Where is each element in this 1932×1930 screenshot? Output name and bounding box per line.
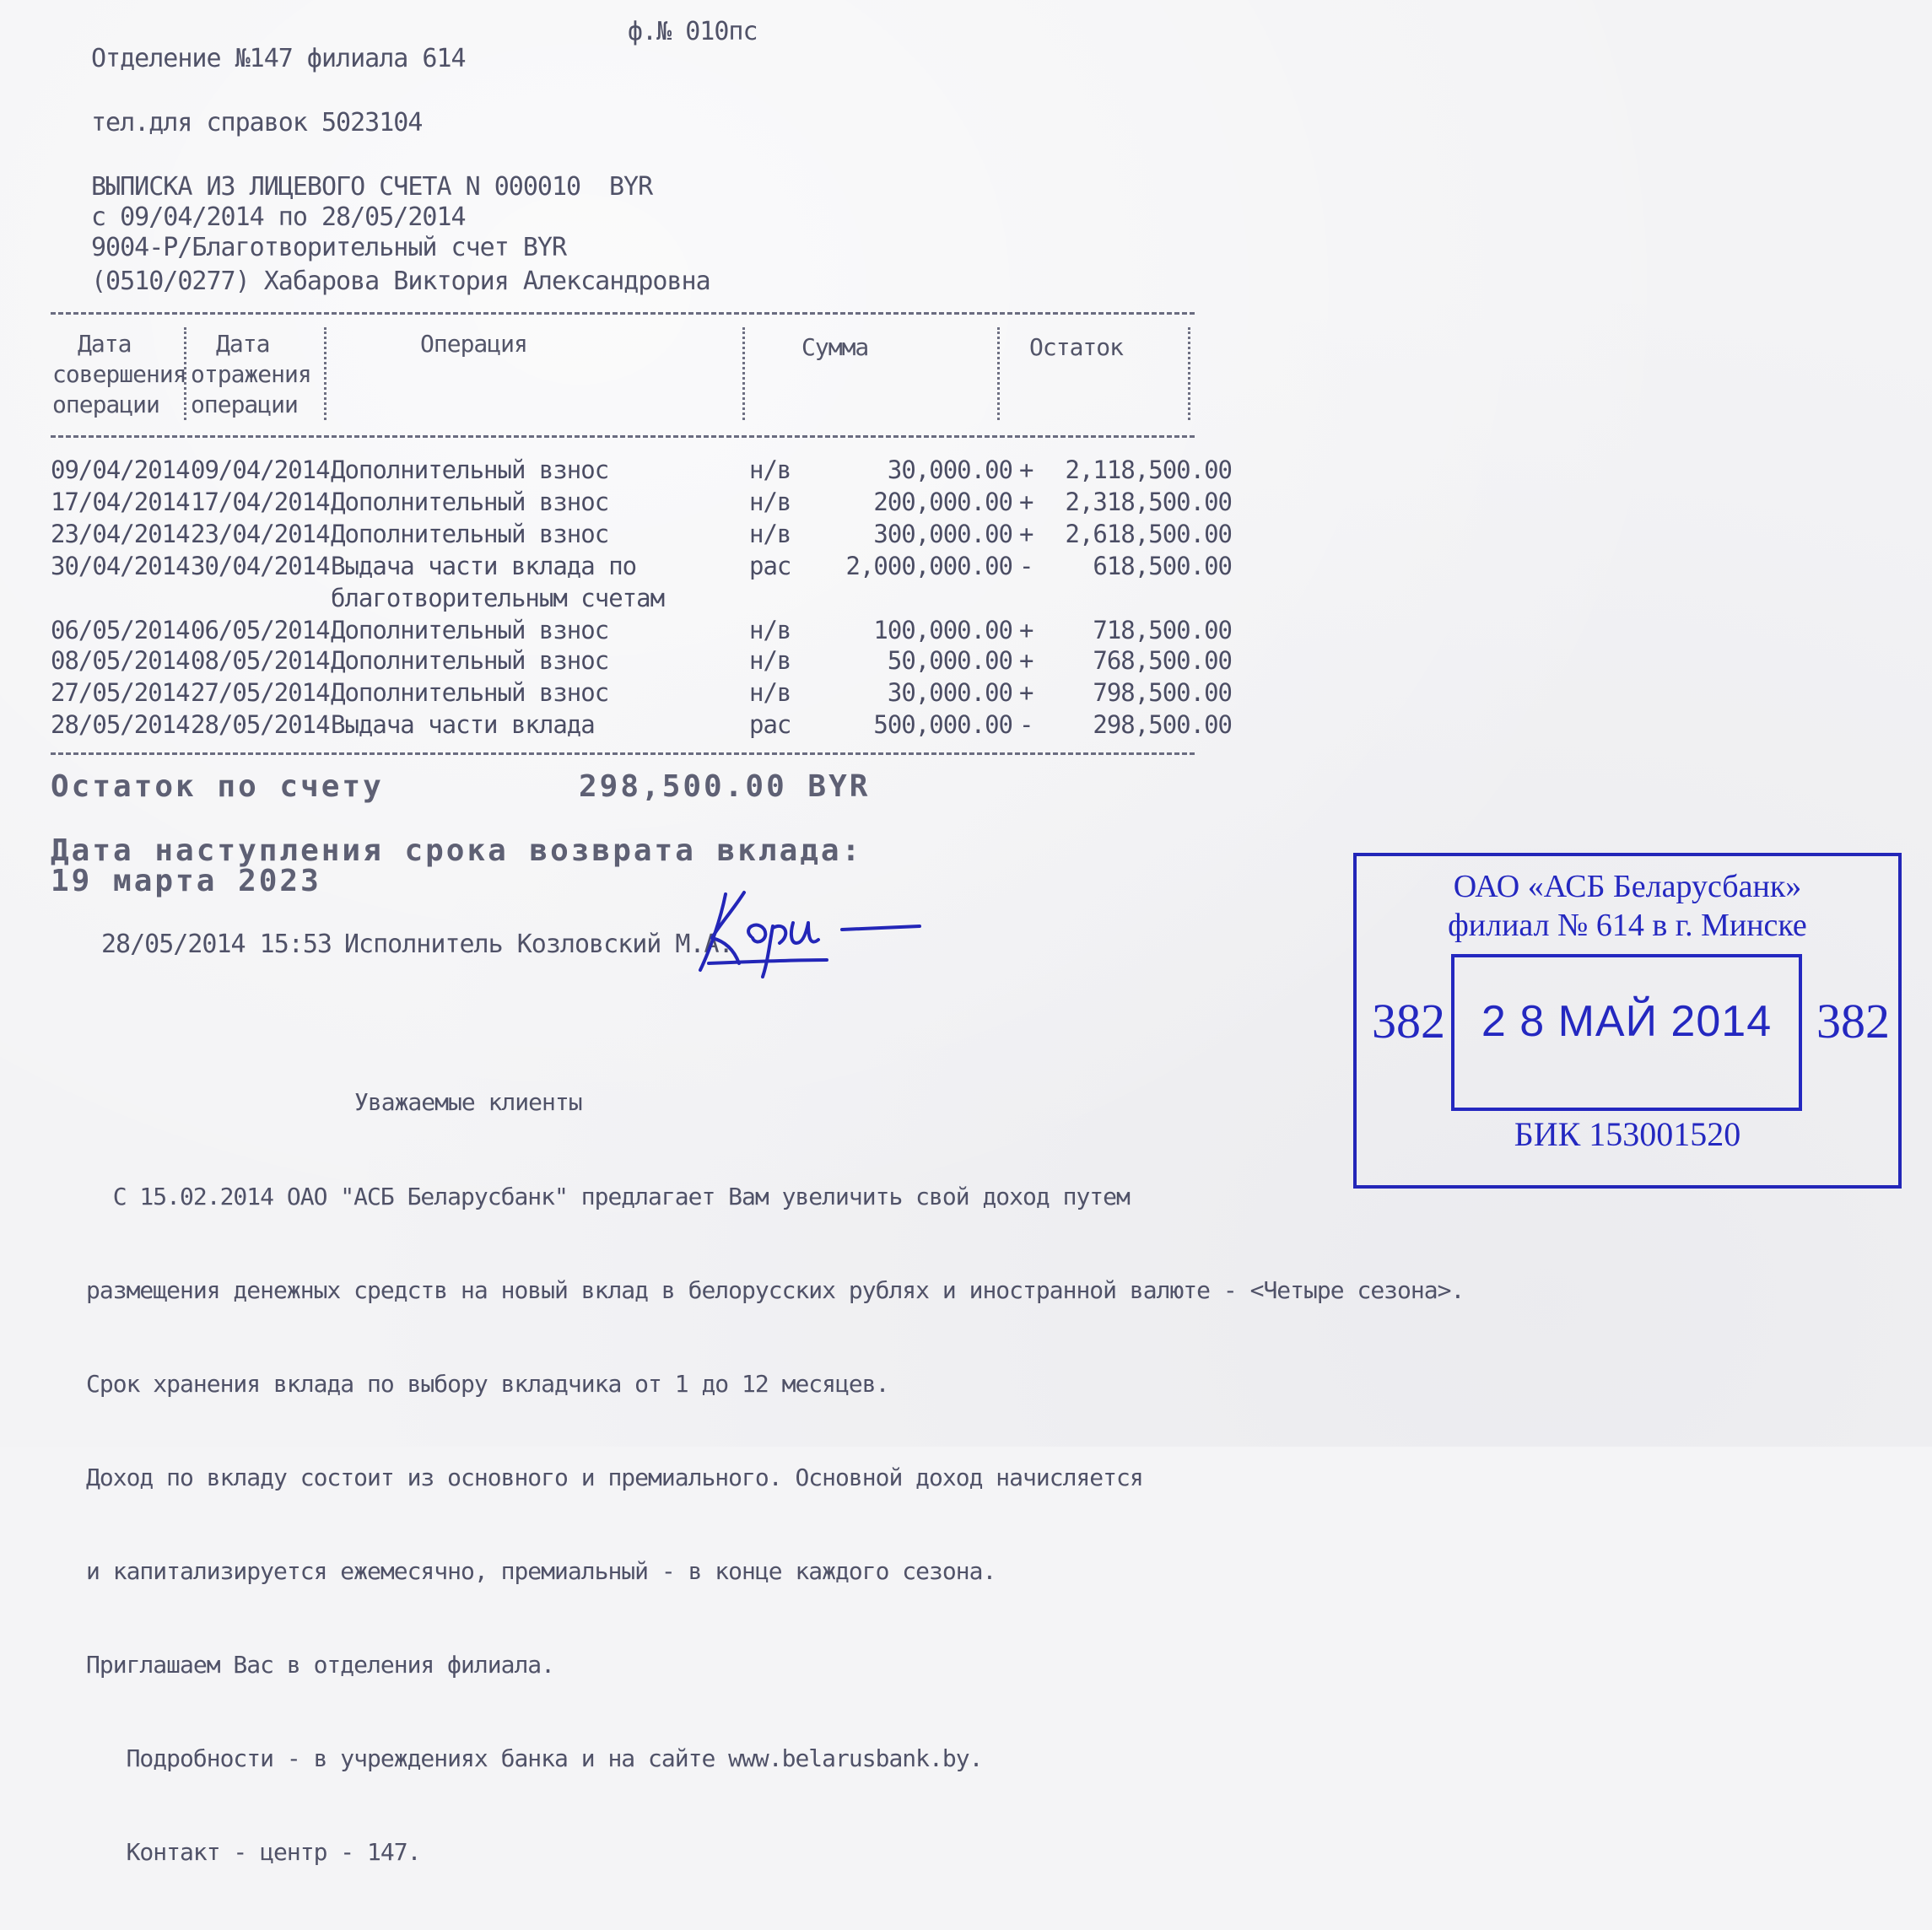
stamp-branch: филиал № 614 в г. Минске	[1448, 908, 1807, 943]
cell-kind: рас	[749, 710, 791, 739]
balance-label: Остаток по счету	[51, 769, 384, 804]
statement-currency: BYR	[609, 172, 653, 202]
cell-d2: 28/05/2014	[191, 710, 330, 739]
cell-op: Дополнительный взнос	[331, 616, 609, 644]
table-top-rule	[51, 312, 1195, 315]
print-timestamp: 28/05/2014 15:53	[101, 930, 332, 959]
cell-sign: +	[1019, 616, 1033, 644]
cell-d2: 08/05/2014	[191, 646, 330, 675]
cell-d2: 09/04/2014	[191, 456, 330, 484]
cell-kind: н/в	[749, 456, 791, 484]
stamp-date-box	[1451, 954, 1802, 1111]
cell-d2: 30/04/2014	[191, 552, 330, 580]
cell-sum: 100,000.00	[873, 616, 1012, 644]
notice-line: Контакт - центр - 147.	[86, 1838, 421, 1866]
cell-bal: 2,118,500.00	[1065, 456, 1232, 484]
notice-body	[86, 1119, 1464, 1930]
statement-title: ВЫПИСКА ИЗ ЛИЦЕВОГО СЧЕТА N 000010	[91, 172, 581, 202]
header-date-post-3: операции	[191, 391, 298, 418]
cell-sum: 30,000.00	[887, 456, 1012, 484]
cell-op: Дополнительный взнос	[331, 646, 609, 675]
header-operation: Операция	[420, 330, 527, 358]
cell-sign: -	[1019, 710, 1033, 739]
cell-bal: 798,500.00	[1093, 678, 1232, 707]
table-bottom-rule	[51, 752, 1195, 755]
executor-name: Исполнитель Козловский М.А.	[344, 930, 733, 959]
phone-line: тел.для справок 5023104	[91, 108, 423, 137]
statement-period: с 09/04/2014 по 28/05/2014	[91, 202, 466, 232]
cell-d1: 09/04/2014	[51, 456, 190, 484]
cell-d1: 06/05/2014	[51, 616, 190, 644]
stamp-date: 2 8 МАЙ 2014	[1481, 997, 1773, 1046]
header-date-op-2: совершения	[52, 360, 186, 388]
cell-d1: 28/05/2014	[51, 710, 190, 739]
cell-d1: 27/05/2014	[51, 678, 190, 707]
notice-line: С 15.02.2014 ОАО "АСБ Беларусбанк" предлагает Вам увеличить свой доход путем	[86, 1183, 1130, 1210]
col-sep-4	[997, 327, 1000, 420]
cell-op: Выдача части вклада	[331, 710, 595, 739]
header-date-post-1: Дата	[216, 330, 270, 358]
cell-d2: 06/05/2014	[191, 616, 330, 644]
cell-d2: 27/05/2014	[191, 678, 330, 707]
header-date-op-3: операции	[52, 391, 159, 418]
cell-d2: 17/04/2014	[191, 488, 330, 516]
cell-d1: 08/05/2014	[51, 646, 190, 675]
form-code: ф.№ 010пс	[628, 17, 758, 46]
notice-line: Срок хранения вклада по выбору вкладчика от 1 до 12 месяцев.	[86, 1370, 889, 1398]
account-type: 9004-Р/Благотворительный счет BYR	[91, 233, 567, 262]
cell-kind: н/в	[749, 616, 791, 644]
return-date-label: Дата наступления срока возврата вклада:	[51, 833, 863, 868]
cell-d1: 23/04/2014	[51, 520, 190, 548]
cell-bal: 2,618,500.00	[1065, 520, 1232, 548]
signature-mark	[692, 869, 928, 978]
cell-op: Выдача части вклада по	[331, 552, 637, 580]
col-sep-3	[742, 327, 745, 420]
cell-bal: 718,500.00	[1093, 616, 1232, 644]
notice-line: Доход по вкладу состоит из основного и премиального. Основной доход начисляется	[86, 1464, 1143, 1491]
cell-bal: 768,500.00	[1093, 646, 1232, 675]
cell-sign: +	[1019, 646, 1033, 675]
cell-kind: н/в	[749, 488, 791, 516]
cell-kind: н/в	[749, 520, 791, 548]
cell-sum: 2,000,000.00	[845, 552, 1012, 580]
cell-op: Дополнительный взнос	[331, 488, 609, 516]
cell-sign: +	[1019, 678, 1033, 707]
header-sum: Сумма	[801, 333, 869, 361]
cell-op: Дополнительный взнос	[331, 520, 609, 548]
cell-sign: +	[1019, 456, 1033, 484]
header-date-op-1: Дата	[78, 330, 132, 358]
cell-sum: 500,000.00	[873, 710, 1012, 739]
cell-bal: 618,500.00	[1093, 552, 1232, 580]
cell-kind: н/в	[749, 678, 791, 707]
table-header-rule	[51, 435, 1195, 438]
balance-value: 298,500.00 BYR	[579, 769, 871, 804]
stamp-number-right: 382	[1816, 994, 1890, 1049]
notice-line: размещения денежных средств на новый вклад в белорусских рублях и иностранной валюте - <Четыре сезона>.	[86, 1276, 1465, 1304]
cell-d1: 30/04/2014	[51, 552, 190, 580]
cell-sum: 200,000.00	[873, 488, 1012, 516]
col-sep-5	[1188, 327, 1190, 420]
cell-d2: 23/04/2014	[191, 520, 330, 548]
notice-line: Подробности - в учреждениях банка и на сайте www.belarusbank.by.	[86, 1744, 983, 1772]
header-balance: Остаток	[1029, 333, 1124, 361]
cell-sign: +	[1019, 488, 1033, 516]
header-date-post-2: отражения	[191, 360, 311, 388]
cell-sum: 300,000.00	[873, 520, 1012, 548]
cell-kind: рас	[749, 552, 791, 580]
return-date-value: 19 марта 2023	[51, 864, 321, 898]
cell-sign: +	[1019, 520, 1033, 548]
cell-op: Дополнительный взнос	[331, 456, 609, 484]
cell-op: Дополнительный взнос	[331, 678, 609, 707]
stamp-number-left: 382	[1372, 994, 1445, 1049]
cell-bal: 2,318,500.00	[1065, 488, 1232, 516]
stamp-bank-name: ОАО «АСБ Беларусбанк»	[1453, 869, 1802, 904]
cell-sum: 50,000.00	[887, 646, 1012, 675]
notice-heading: Уважаемые клиенты	[354, 1088, 582, 1116]
cell-bal: 298,500.00	[1093, 710, 1232, 739]
branch-name: Отделение №147 филиала 614	[91, 44, 466, 73]
cell-d1: 17/04/2014	[51, 488, 190, 516]
notice-line: и капитализируется ежемесячно, премиальный - в конце каждого сезона.	[86, 1557, 996, 1585]
cell-kind: н/в	[749, 646, 791, 675]
cell-op: благотворительным счетам	[331, 584, 665, 612]
notice-line: Приглашаем Вас в отделения филиала.	[86, 1651, 555, 1679]
col-sep-2	[324, 327, 326, 420]
col-sep-1	[184, 327, 186, 420]
cell-sum: 30,000.00	[887, 678, 1012, 707]
stamp-bik: БИК 153001520	[1514, 1115, 1741, 1153]
client-name: (0510/0277) Хабарова Виктория Александровна	[91, 267, 710, 296]
bank-stamp	[1353, 853, 1902, 1189]
cell-sign: -	[1019, 552, 1033, 580]
